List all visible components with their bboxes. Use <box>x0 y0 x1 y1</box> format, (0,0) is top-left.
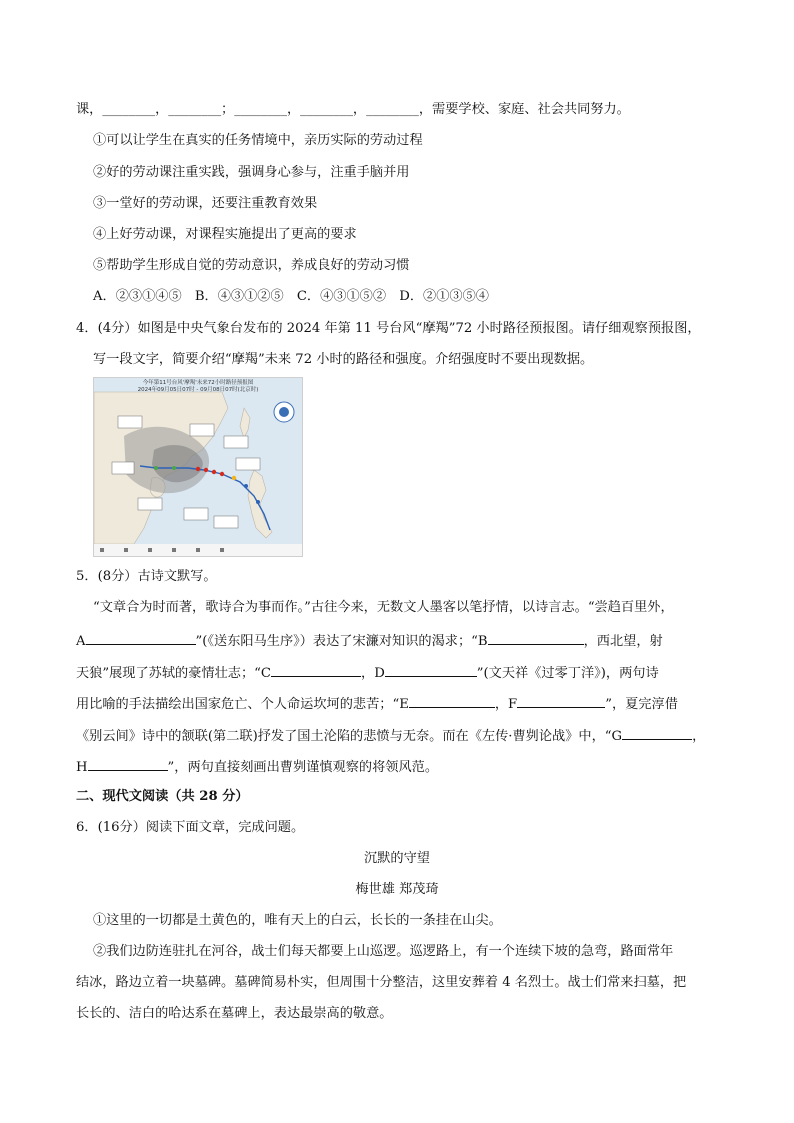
blank-h[interactable] <box>88 756 168 771</box>
blank-b[interactable] <box>488 630 584 645</box>
blank-d[interactable] <box>385 662 477 677</box>
map-title-line-2: 2024年09月05日07时 - 09月08日07时(北京时) <box>137 387 259 393</box>
section-2-heading: 二、现代文阅读（共 28 分） <box>76 789 249 804</box>
q3-option-3: ③一堂好的劳动课，还要注重教育效果 <box>93 196 318 211</box>
article-title: 沉默的守望 <box>364 851 430 866</box>
q6-prompt: 6．(16分）阅读下面文章，完成问题。 <box>76 820 305 835</box>
paragraph-2-line-3: 长长的、洁白的哈达系在墓碑上，表达最崇高的敬意。 <box>76 1006 393 1021</box>
q5-header: 5．(8分）古诗文默写。 <box>76 569 217 584</box>
article-authors: 梅世雄 郑茂琦 <box>355 882 439 897</box>
q5-line-4: 用比喻的手法描绘出国家危亡、个人命运坎坷的悲苦；“E ，F ”，夏完淳借 <box>76 693 678 715</box>
q5-line-3: 天狼”展现了苏轼的豪情壮志；“C ，D ”(文天祥《过零丁洋》)，两句诗 <box>76 662 659 684</box>
blank-g[interactable] <box>622 725 692 740</box>
q3-option-5: ⑤帮助学生形成自觉的劳动意识，养成良好的劳动习惯 <box>93 258 410 273</box>
blank-e[interactable] <box>409 693 495 708</box>
map-title <box>94 380 302 394</box>
paragraph-1: ①这里的一切都是土黄色的，唯有天上的白云，长长的一条挂在山尖。 <box>93 913 502 928</box>
blank-a[interactable] <box>86 630 196 645</box>
paragraph-2-line-2: 结冰，路边立着一块墓碑。墓碑简易朴实，但周围十分整洁，这里安葬着 4 名烈士。战士们常来扫墓，把 <box>76 975 687 990</box>
q5-line-2: A ”(《送东阳马生序》）表达了宋濂对知识的渴求；“B ，西北望，射 <box>76 630 663 652</box>
blank-f[interactable] <box>517 693 605 708</box>
q3-option-4: ④上好劳动课，对课程实施提出了更高的要求 <box>93 227 357 242</box>
typhoon-map-graphic <box>94 378 302 556</box>
q3-option-2: ②好的劳动课注重实践，强调身心参与，注重手脑并用 <box>93 165 410 180</box>
q3-option-1: ①可以让学生在真实的任务情境中，亲历实际的劳动过程 <box>93 133 423 148</box>
blank-c[interactable] <box>271 662 361 677</box>
q5-line-6: H ”，两句直接刻画出曹刿谨慎观察的将领风范。 <box>76 756 438 778</box>
q5-line-5: 《别云间》诗中的颔联(第二联)抒发了国土沦陷的悲愤与无奈。而在《左传·曹刿论战》中，“G ， <box>76 725 705 747</box>
q3-stem-tail: 课，________，________；________，________，________，需要学校、家庭、社会共同努力。 <box>76 102 630 117</box>
q4-line-1: 4．(4分）如图是中央气象台发布的 2024 年第 11 号台风“摩羯”72 小时路径预报图。请仔细观察预报图， <box>76 321 701 336</box>
q5-line-1: “文章合为时而著，歌诗合为事而作。”古往今来，无数文人墨客以笔抒情，以诗言志。“尝趋百里外， <box>93 600 674 615</box>
paragraph-2-line-1: ②我们边防连驻扎在河谷，战士们每天都要上山巡逻。巡逻路上，有一个连续下坡的急弯，路面常年 <box>93 944 674 959</box>
q4-line-2: 写一段文字，简要介绍“摩羯”未来 72 小时的路径和强度。介绍强度时不要出现数据。 <box>93 352 594 367</box>
typhoon-track-map <box>93 377 303 557</box>
map-title-line-1: 今年第11号台风'摩羯'未来72小时路径预报图 <box>142 380 254 386</box>
q3-choices: A．②③①④⑤ B．④③①②⑤ C．④③①⑤② D．②①③⑤④ <box>93 289 489 304</box>
